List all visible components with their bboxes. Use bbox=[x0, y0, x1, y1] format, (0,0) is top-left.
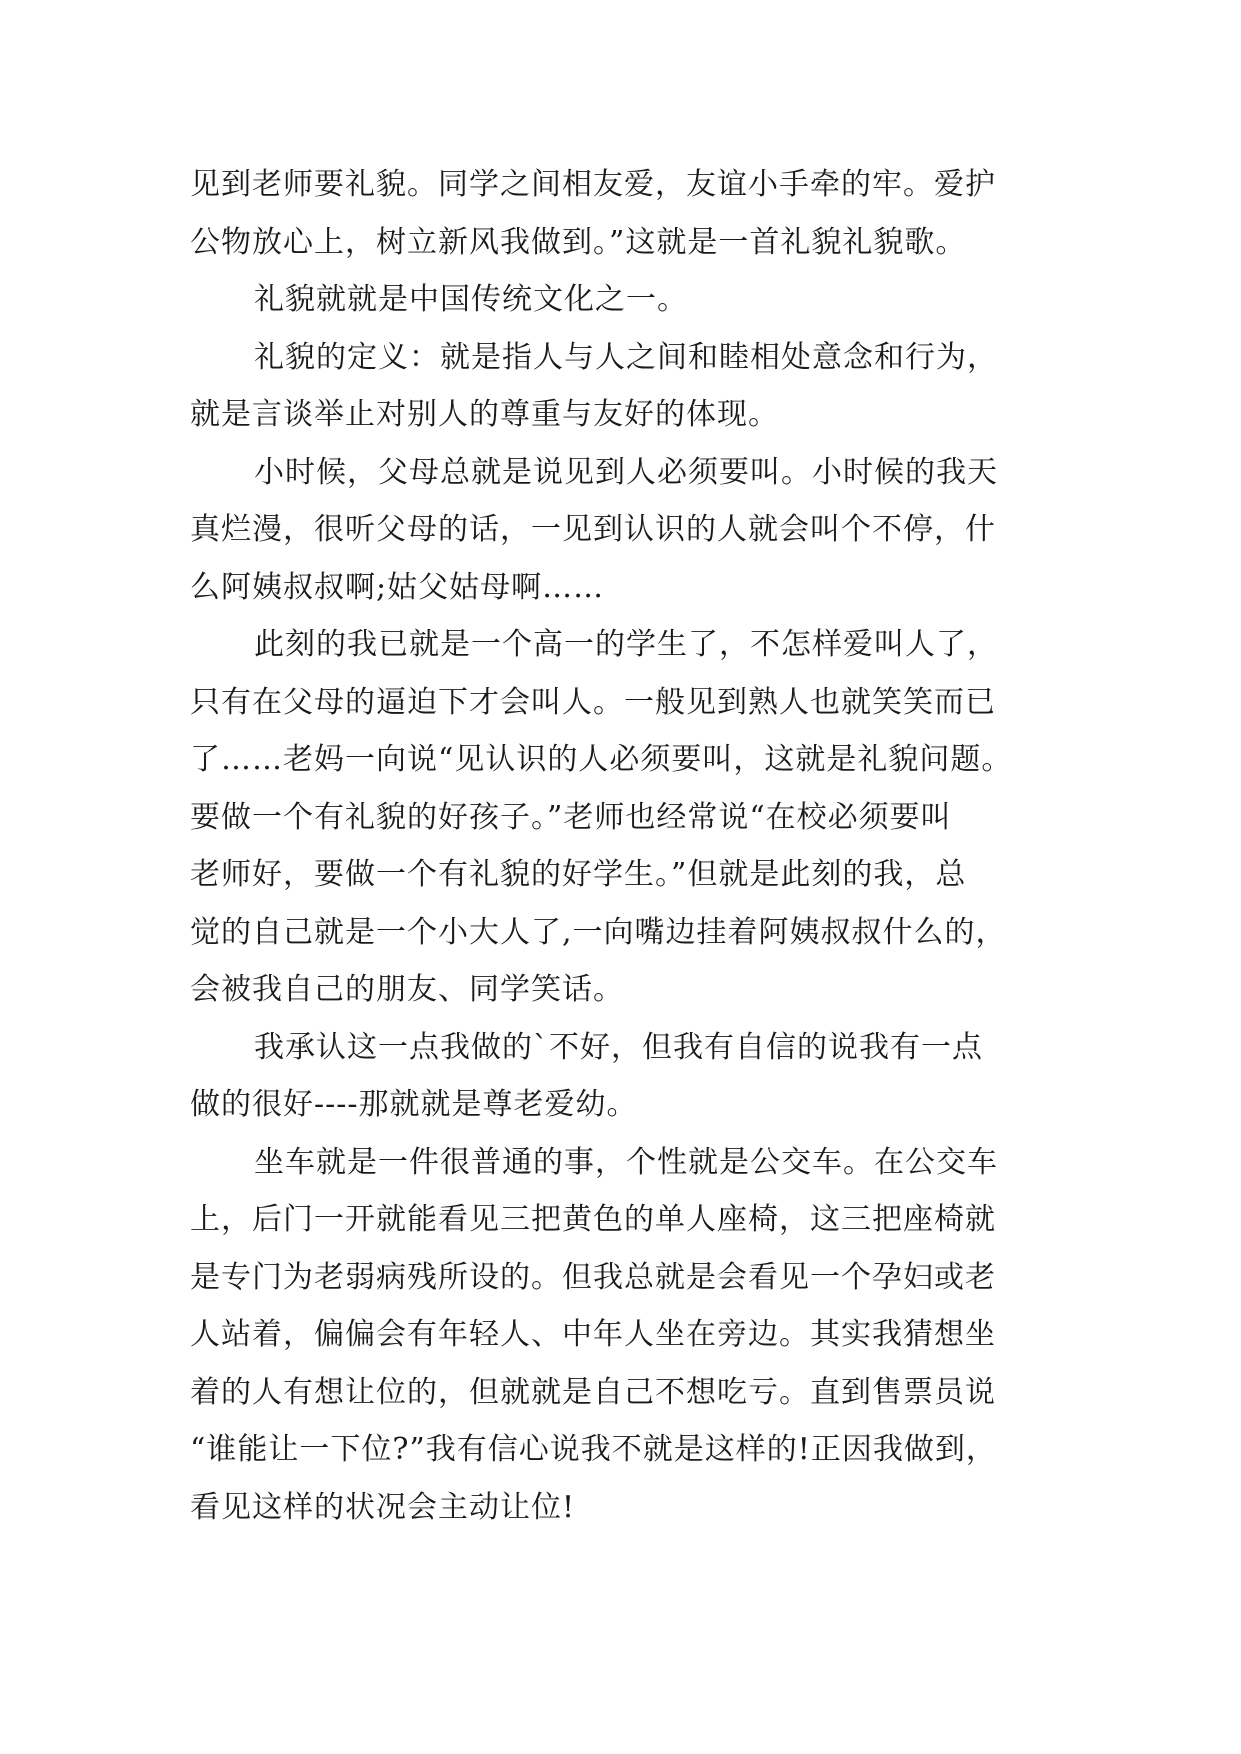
text-line: 礼貌就就是中国传统文化之一。 bbox=[254, 282, 688, 317]
text-line: 就是言谈举止对别人的尊重与友好的体现。 bbox=[190, 397, 779, 432]
text-line: 着的人有想让位的，但就就是自己不想吃亏。直到售票员说 bbox=[190, 1374, 996, 1410]
text-line: 老师好，要做一个有礼貌的好学生。”但就是此刻的我，总 bbox=[190, 857, 967, 892]
text-line: 上，后门一开就能看见三把黄色的单人座椅，这三把座椅就 bbox=[190, 1202, 996, 1237]
text-line: 见到老师要礼貌。同学之间相友爱，友谊小手牵的牢。爱护 bbox=[190, 167, 996, 202]
text-line: 真烂漫，很听父母的话，一见到认识的人就会叫个不停，什 bbox=[190, 512, 996, 547]
text-line: 了……老妈一向说“见认识的人必须要叫，这就是礼貌问题。 bbox=[190, 742, 1013, 777]
text-line: 礼貌的定义：就是指人与人之间和睦相处意念和行为， bbox=[254, 339, 998, 375]
text-line: 做的很好----那就就是尊老爱幼。 bbox=[190, 1087, 638, 1122]
text-line: 要做一个有礼貌的好孩子。”老师也经常说“在校必须要叫 bbox=[190, 799, 952, 835]
text-line: 会被我自己的朋友、同学笑话。 bbox=[190, 972, 624, 1007]
text-line: 坐车就是一件很普通的事，个性就是公交车。在公交车 bbox=[254, 1144, 998, 1180]
text-line: 看见这样的状况会主动让位! bbox=[190, 1489, 576, 1525]
text-line: 此刻的我已就是一个高一的学生了，不怎样爱叫人了， bbox=[254, 627, 998, 662]
text-line: 是专门为老弱病残所设的。但我总就是会看见一个孕妇或老 bbox=[190, 1259, 996, 1295]
text-line: 我承认这一点我做的`不好，但我有自信的说我有一点 bbox=[254, 1029, 983, 1065]
text-line: 人站着，偏偏会有年轻人、中年人坐在旁边。其实我猜想坐 bbox=[190, 1317, 996, 1352]
text-line: 觉的自己就是一个小大人了,一向嘴边挂着阿姨叔叔什么的， bbox=[190, 914, 1007, 950]
text-line: 只有在父母的逼迫下才会叫人。一般见到熟人也就笑笑而已 bbox=[190, 684, 996, 720]
body-text bbox=[190, 156, 1052, 1536]
text-line: “谁能让一下位?”我有信心说我不就是这样的!正因我做到， bbox=[190, 1432, 997, 1467]
text-line: 公物放心上，树立新风我做到。”这就是一首礼貌礼貌歌。 bbox=[190, 224, 967, 260]
text-line: 么阿姨叔叔啊;姑父姑母啊…… bbox=[190, 569, 605, 605]
text-line: 小时候，父母总就是说见到人必须要叫。小时候的我天 bbox=[254, 454, 998, 490]
